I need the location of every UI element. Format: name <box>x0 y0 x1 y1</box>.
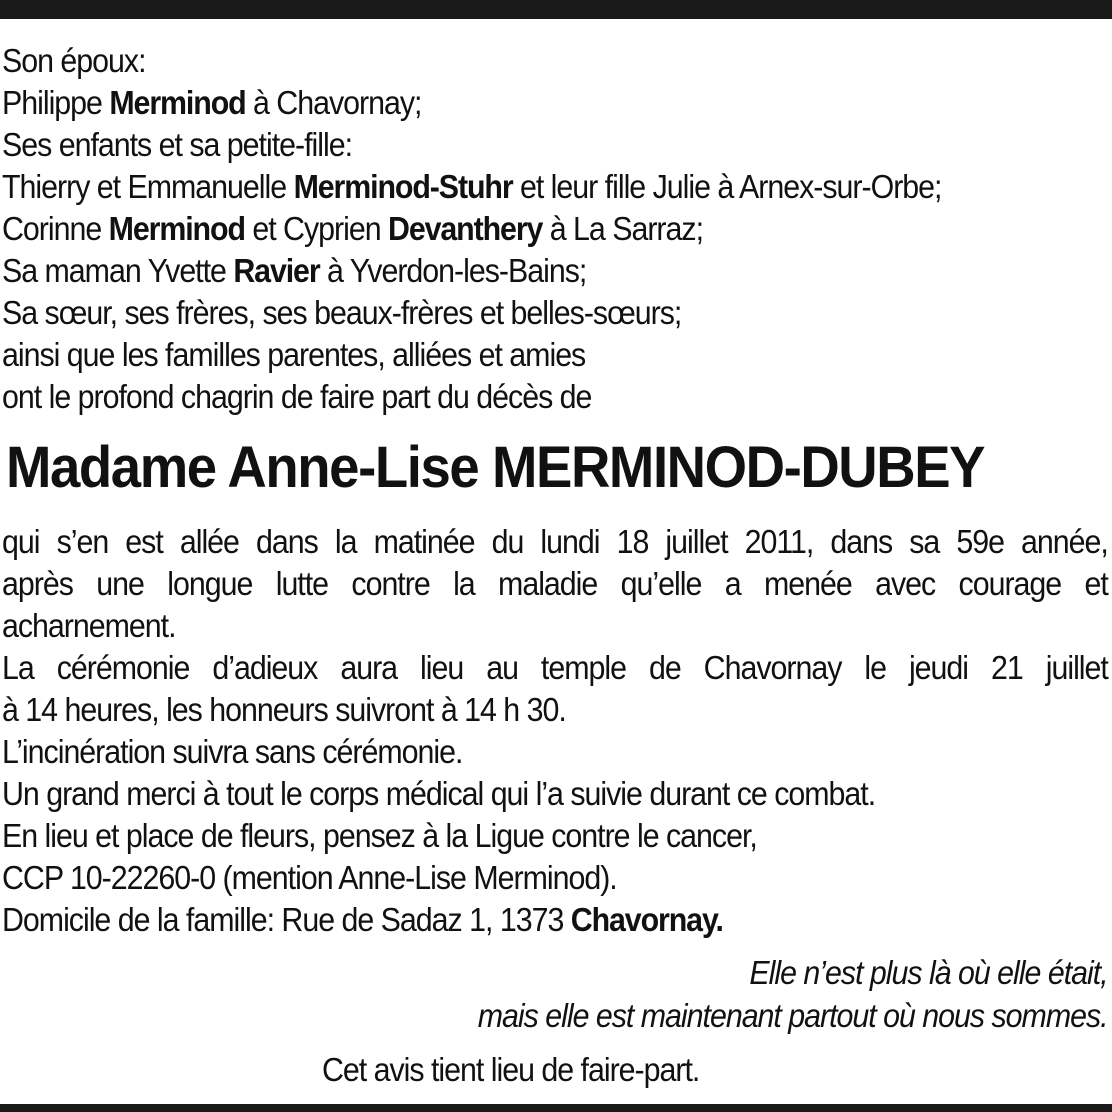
details-section <box>2 521 1108 941</box>
quote-line-2: mais elle est maintenant partout où nous sommes. <box>478 997 1108 1034</box>
relatives-line: ainsi que les familles parentes, alliées et amies <box>2 336 586 373</box>
thanks-line: Un grand merci à tout le corps médical qui l’a suivie durant ce combat. <box>2 775 876 812</box>
quote-line-1: Elle n’est plus là où elle était, <box>749 954 1108 991</box>
child-1-first-names: Thierry et Emmanuelle <box>2 168 294 205</box>
ccp-line: CCP 10-22260-0 (mention Anne-Lise Merminod). <box>2 859 617 896</box>
child-2-partner-first-name: et Cyprien <box>244 210 388 247</box>
memorial-quote <box>423 951 1108 1037</box>
child-1-rest: et leur fille Julie à Arnex-sur-Orbe; <box>512 168 942 205</box>
address-town: Chavornay. <box>570 901 723 938</box>
ceremony-line-1: La cérémonie d’adieux aura lieu au temple de Chavornay le jeudi 21 juillet <box>2 649 1108 686</box>
address-line <box>2 899 1020 941</box>
spouse-surname: Merminod <box>109 84 246 121</box>
children-heading: Ses enfants et sa petite-fille: <box>2 126 353 163</box>
notice-line: Cet avis tient lieu de faire-part. <box>322 1051 700 1088</box>
incineration-line: L’incinération suivra sans cérémonie. <box>2 733 463 770</box>
announcement-line: ont le profond chagrin de faire part du décès de <box>2 378 592 415</box>
spouse-location: à Chavornay; <box>245 84 422 121</box>
child-2-surname: Merminod <box>108 210 245 247</box>
spouse-line <box>2 82 1020 124</box>
family-announcement <box>2 40 1108 418</box>
flowers-line: En lieu et place de fleurs, pensez à la Ligue contre le cancer, <box>2 817 757 854</box>
ceremony-line-2: à 14 heures, les honneurs suivront à 14 h 30. <box>2 691 566 728</box>
address-street: Domicile de la famille: Rue de Sadaz 1, 1373 <box>2 901 571 938</box>
siblings-line: Sa sœur, ses frères, ses beaux-frères et belles-sœurs; <box>2 294 682 331</box>
mother-first-name: Sa maman Yvette <box>2 252 234 289</box>
passing-line-2: après une longue lutte contre la maladie qu’elle a menée avec courage et <box>2 565 1108 602</box>
spouse-first-name: Philippe <box>2 84 110 121</box>
deceased-name: Madame Anne-Lise MERMINOD-DUBEY <box>6 435 985 500</box>
spouse-heading: Son époux: <box>2 42 146 79</box>
child-1-surname: Merminod-Stuhr <box>293 168 513 205</box>
passing-line-3: acharnement. <box>2 607 176 644</box>
child-2-partner-surname: Devanthery <box>387 210 543 247</box>
passing-line-1: qui s’en est allée dans la matinée du lundi 18 juillet 2011, dans sa 59e année, <box>2 523 1108 560</box>
child-2-first-name: Corinne <box>2 210 109 247</box>
mother-line <box>2 250 1020 292</box>
child-line-2 <box>2 208 1020 250</box>
child-2-location: à La Sarraz; <box>542 210 703 247</box>
top-rule <box>0 0 1112 19</box>
bottom-rule <box>0 1104 1112 1112</box>
mother-surname: Ravier <box>233 252 320 289</box>
child-line-1 <box>2 166 1020 208</box>
mother-location: à Yverdon-les-Bains; <box>319 252 587 289</box>
